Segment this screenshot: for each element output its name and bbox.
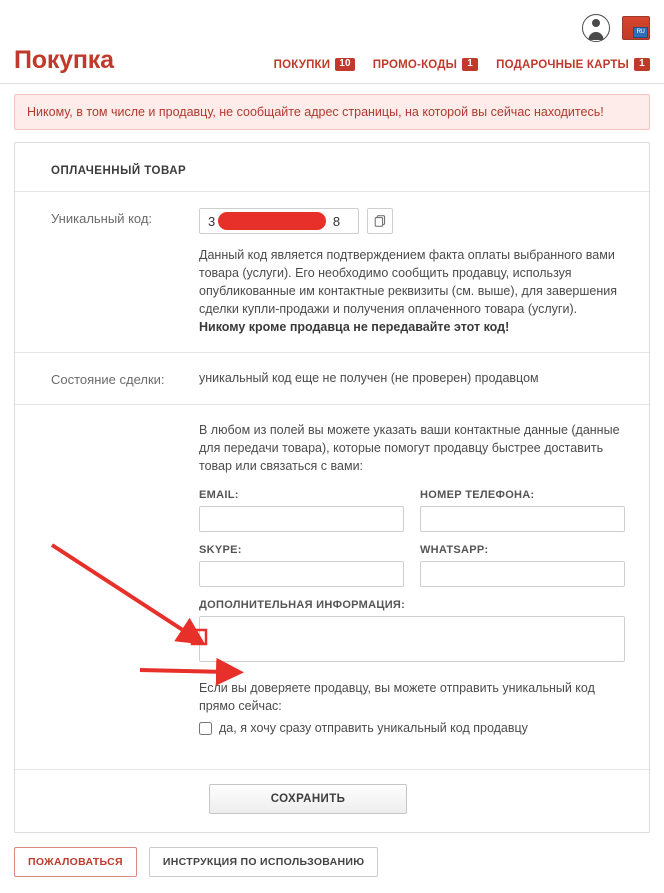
extra-info-group	[199, 599, 625, 665]
description-part1: Данный код является подтверждением факта оплаты выбранного вами товара (услуги). Его необходимо сообщить продавцу, используя опубликованные им контактные реквизиты (см. выше), для завершения сделки купли-продажи и получения оплаченного товара (услуги).	[199, 248, 618, 316]
unique-code-row	[15, 191, 649, 352]
page-title: Покупка	[14, 46, 114, 74]
unique-code-line	[199, 208, 625, 234]
contacts-intro: В любом из полей вы можете указать ваши контактные данные (данные для передачи товара), которые помогут продавцу быстрее доставить товар или связаться с вами:	[199, 423, 620, 473]
nav-badge-promocodes: 1	[462, 58, 478, 71]
nav-item-promocodes[interactable]	[373, 58, 478, 71]
extra-info-label: ДОПОЛНИТЕЛЬНАЯ ИНФОРМАЦИЯ:	[199, 599, 406, 611]
user-avatar-icon[interactable]	[582, 14, 610, 42]
header-nav	[274, 58, 650, 75]
card-title: ОПЛАЧЕННЫЙ ТОВАР	[51, 165, 187, 177]
paid-item-card	[14, 142, 650, 833]
nav-label-purchases: ПОКУПКИ	[273, 58, 331, 71]
deal-state-label: Состояние сделки:	[51, 372, 165, 387]
nav-item-giftcards[interactable]	[496, 58, 650, 71]
unique-code-value[interactable]	[199, 208, 359, 234]
nav-badge-giftcards: 1	[634, 58, 650, 71]
extra-info-textarea[interactable]	[199, 616, 625, 662]
complain-button[interactable]: ПОЖАЛОВАТЬСЯ	[14, 847, 137, 877]
phone-field-group	[420, 489, 625, 532]
topbar	[0, 0, 664, 46]
whatsapp-input[interactable]	[420, 561, 625, 587]
unique-code-label: Уникальный код:	[51, 211, 153, 226]
email-field-group	[199, 489, 404, 532]
description-bold: Никому кроме продавца не передавайте этот код!	[199, 320, 510, 334]
nav-badge-purchases: 10	[335, 58, 355, 71]
contacts-row-2	[199, 544, 625, 599]
unique-code-suffix: 8	[332, 214, 342, 229]
deal-state-value: уникальный код еще не получен (не проверен) продавцом	[199, 371, 539, 385]
send-code-checkbox[interactable]	[199, 722, 212, 735]
flag-inner-icon: RU	[633, 27, 648, 38]
redaction-overlay	[218, 212, 326, 230]
unique-code-body	[199, 208, 625, 336]
nav-label-giftcards: ПОДАРОЧНЫЕ КАРТЫ	[496, 58, 629, 71]
save-button[interactable]: СОХРАНИТЬ	[209, 784, 407, 814]
contacts-spacer	[51, 421, 199, 735]
whatsapp-field-group	[420, 544, 625, 587]
phone-label: НОМЕР ТЕЛЕФОНА:	[420, 489, 535, 501]
skype-field-group	[199, 544, 404, 587]
skype-input[interactable]	[199, 561, 404, 587]
email-label: EMAIL:	[199, 489, 239, 501]
language-flag-icon[interactable]	[622, 16, 650, 40]
deal-state-row	[15, 352, 649, 404]
copy-icon[interactable]	[367, 208, 393, 234]
nav-label-promocodes: ПРОМО-КОДЫ	[372, 58, 458, 71]
contacts-row	[15, 404, 649, 751]
unique-code-prefix: 3	[208, 214, 217, 229]
email-input[interactable]	[199, 506, 404, 532]
send-code-checkbox-label: да, я хочу сразу отправить уникальный код продавцу	[219, 721, 528, 735]
skype-label: SKYPE:	[199, 544, 242, 556]
phone-input[interactable]	[420, 506, 625, 532]
top-icons-group	[582, 14, 650, 42]
trust-text: Если вы доверяете продавцу, вы можете отправить уникальный код прямо сейчас:	[199, 681, 595, 713]
page-header	[0, 46, 664, 84]
instruction-button[interactable]: ИНСТРУКЦИЯ ПО ИСПОЛЬЗОВАНИЮ	[149, 847, 379, 877]
save-row	[15, 769, 649, 832]
contacts-row-1	[199, 489, 625, 544]
unique-code-description	[199, 246, 625, 336]
send-code-checkbox-line[interactable]	[199, 721, 625, 735]
contacts-body	[199, 421, 625, 735]
whatsapp-label: WHATSAPP:	[420, 544, 489, 556]
warning-banner: Никому, в том числе и продавцу, не сообщайте адрес страницы, на которой вы сейчас находитесь!	[14, 94, 650, 130]
nav-item-purchases[interactable]	[274, 58, 355, 71]
bottom-bar	[0, 833, 664, 893]
